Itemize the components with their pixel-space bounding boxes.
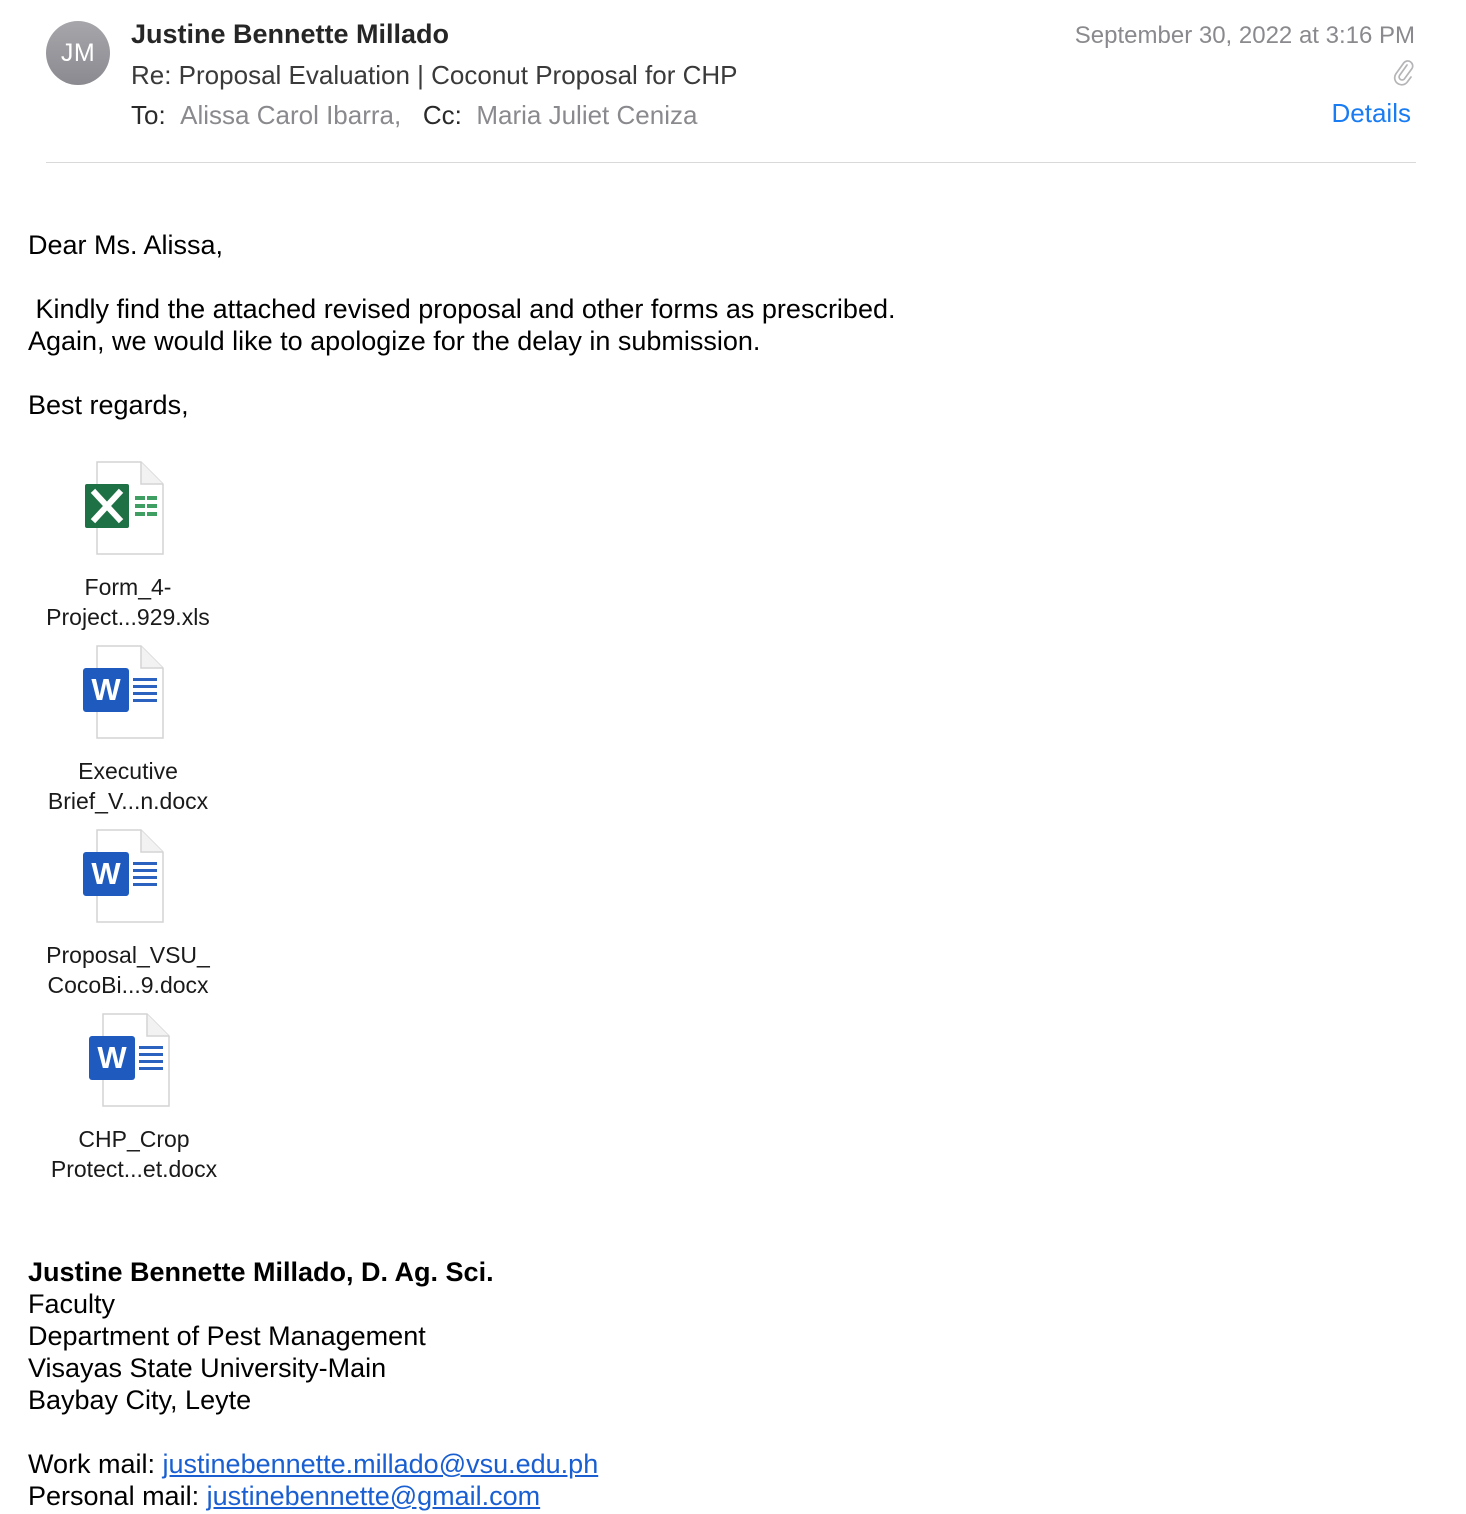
work-mail-line bbox=[28, 1448, 598, 1480]
email-subject: Re: Proposal Evaluation | Coconut Proposal for CHP bbox=[131, 60, 738, 90]
attachment-item[interactable] bbox=[28, 460, 228, 632]
signature-name: Justine Bennette Millado, D. Ag. Sci. bbox=[28, 1257, 494, 1287]
work-email-link[interactable]: justinebennette.millado@vsu.edu.ph bbox=[162, 1449, 599, 1479]
to-recipient[interactable]: Alissa Carol Ibarra, bbox=[180, 100, 402, 130]
body-line-1: Kindly find the attached revised proposal and other forms as prescribed. bbox=[28, 294, 896, 324]
cc-label: Cc: bbox=[422, 100, 462, 130]
email-date: September 30, 2022 at 3:16 PM bbox=[1074, 22, 1415, 49]
word-file-icon bbox=[89, 1012, 179, 1108]
paperclip-icon bbox=[1392, 58, 1414, 86]
closing: Best regards, bbox=[28, 390, 189, 420]
cc-recipient[interactable]: Maria Juliet Ceniza bbox=[476, 100, 698, 130]
greeting: Dear Ms. Alissa, bbox=[28, 230, 224, 260]
to-label: To: bbox=[131, 100, 166, 130]
body-line-2: Again, we would like to apologize for the delay in submission. bbox=[28, 326, 761, 356]
attachment-item[interactable] bbox=[28, 828, 228, 1000]
attachment-item[interactable] bbox=[34, 1012, 234, 1184]
personal-email-link[interactable]: justinebennette@gmail.com bbox=[206, 1481, 541, 1511]
details-button[interactable]: Details bbox=[1331, 98, 1411, 128]
word-file-icon bbox=[83, 828, 173, 924]
sender-name: Justine Bennette Millado bbox=[131, 19, 450, 49]
attachment-name: Executive Brief_V...n.docx bbox=[47, 758, 209, 814]
attachment-name: Proposal_VSU_ CocoBi...9.docx bbox=[46, 942, 210, 998]
header-divider bbox=[46, 162, 1416, 163]
signature-block bbox=[28, 1256, 598, 1512]
svg-text:W: W bbox=[97, 1040, 127, 1075]
work-mail-label: Work mail: bbox=[28, 1449, 163, 1479]
avatar: JM bbox=[46, 21, 110, 85]
attachment-item[interactable] bbox=[28, 644, 228, 816]
signature-department: Department of Pest Management bbox=[28, 1321, 426, 1351]
recipients bbox=[131, 100, 697, 131]
signature-university: Visayas State University-Main bbox=[28, 1353, 387, 1383]
signature-location: Baybay City, Leyte bbox=[28, 1385, 252, 1415]
word-file-icon bbox=[83, 644, 173, 740]
attachment-name: CHP_Crop Protect...et.docx bbox=[50, 1126, 218, 1182]
excel-file-icon bbox=[83, 460, 173, 556]
personal-mail-line bbox=[28, 1480, 598, 1512]
signature-title: Faculty bbox=[28, 1289, 116, 1319]
svg-text:W: W bbox=[91, 672, 121, 707]
attachment-name: Form_4- Project...929.xls bbox=[46, 574, 210, 630]
svg-text:W: W bbox=[91, 856, 121, 891]
personal-mail-label: Personal mail: bbox=[28, 1481, 207, 1511]
